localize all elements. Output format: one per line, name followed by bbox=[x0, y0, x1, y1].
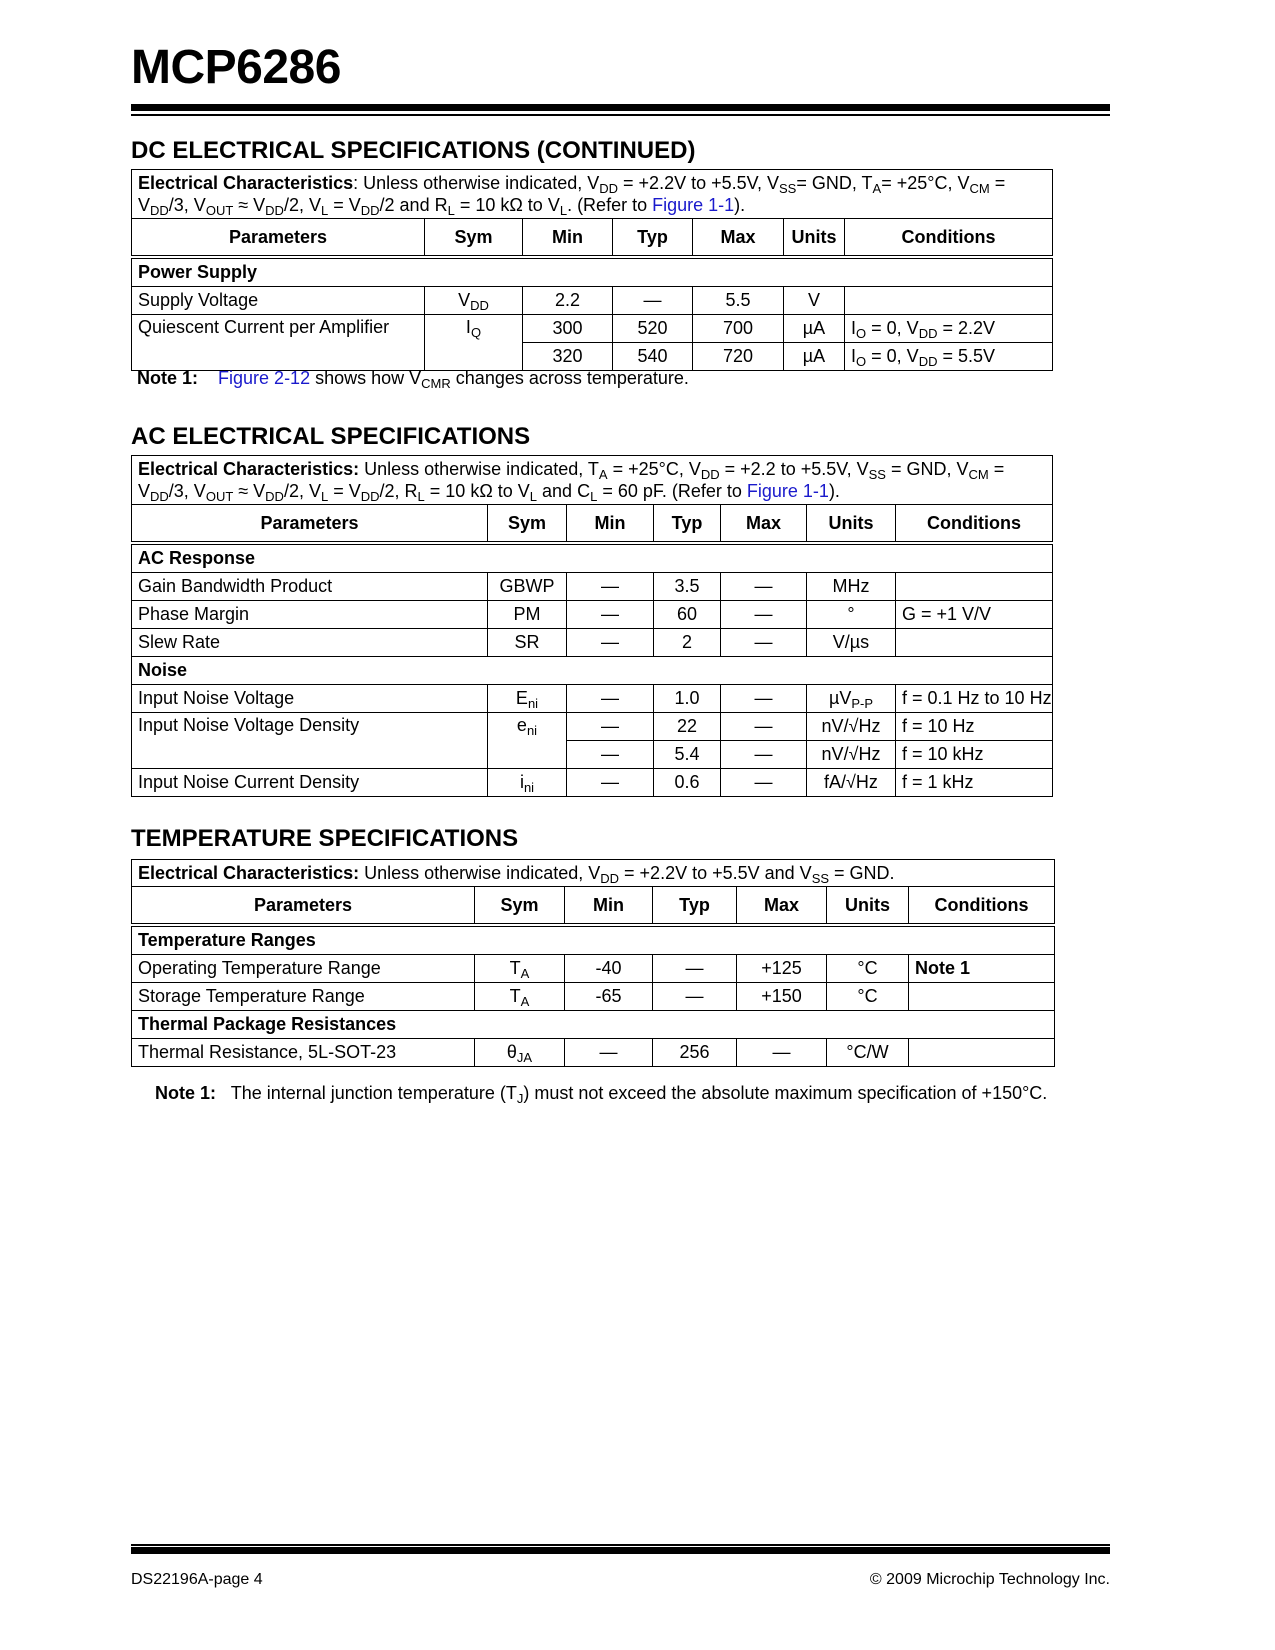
col-header-units: Units bbox=[827, 887, 909, 926]
col-header-conditions: Conditions bbox=[845, 219, 1053, 258]
col-header-min: Min bbox=[565, 887, 653, 926]
footer-rule-thin bbox=[131, 1544, 1110, 1546]
ac-spec-table bbox=[131, 455, 1053, 797]
table-row: 320 540 720 µA $I_O = 0$, $V_{DD} = 5.5V$ bbox=[132, 343, 1053, 371]
col-header-units: Units bbox=[807, 505, 896, 544]
col-header-typ: Typ bbox=[654, 505, 721, 544]
col-header-parameters: Parameters bbox=[132, 219, 425, 258]
group-ac-response: AC Response bbox=[132, 543, 1053, 573]
table-row: Quiescent Current per Amplifier $I_Q$ 300 520 700 µA $I_O = 0$, $V_{DD} = 2.2V$ bbox=[132, 315, 1053, 343]
condition-cell: $I_O = 0$, $V_{DD} = 2.2V$ bbox=[845, 315, 1053, 343]
col-header-max: Max bbox=[721, 505, 807, 544]
footer-page-number: DS22196A-page 4 bbox=[131, 1571, 263, 1588]
ac-section-title: AC ELECTRICAL SPECIFICATIONS bbox=[131, 423, 531, 450]
temp-note: Note 1: The internal junction temperature $(T_J)$ must not exceed the absolute maximum specification of +150°C. bbox=[155, 1083, 1048, 1106]
col-header-units: Units bbox=[784, 219, 845, 258]
group-power-supply: Power Supply bbox=[132, 257, 1053, 287]
document-title: MCP6286 bbox=[131, 41, 341, 94]
table-row: Gain Bandwidth Product GBWP — 3.5 — MHz bbox=[132, 573, 1053, 601]
col-header-typ: Typ bbox=[653, 887, 737, 926]
col-header-min: Min bbox=[567, 505, 654, 544]
temp-section-title: TEMPERATURE SPECIFICATIONS bbox=[131, 825, 519, 852]
ac-electrical-characteristics: Electrical Characteristics: Unless otherwise indicated, $T_A = +25^\circ C$, $V_{DD} = +2.2$ to +5.5V, $V_{SS}$ = GND, $V_{CM} = V_{DD}/3$, $V_{OUT} \approx V_{DD}/2$, $V_L = V_{DD}/2$, $R_L = 10$ kΩ to $V_L$ and $C_L = 60$ pF. (Refer to Figure 1-1). bbox=[132, 456, 1053, 505]
table-row: Thermal Resistance, 5L-SOT-23 $\theta_{JA}$ — 256 — °C/W bbox=[132, 1039, 1055, 1067]
table-row: Storage Temperature Range $T_A$ -65 — +150 °C bbox=[132, 983, 1055, 1011]
col-header-conditions: Conditions bbox=[896, 505, 1053, 544]
col-header-sym: Sym bbox=[475, 887, 565, 926]
table-row: Slew Rate SR — 2 — V/µs bbox=[132, 629, 1053, 657]
dc-spec-table bbox=[131, 169, 1053, 371]
footer-copyright: © 2009 Microchip Technology Inc. bbox=[869, 1571, 1110, 1588]
group-thermal-package-resistances: Thermal Package Resistances bbox=[132, 1011, 1055, 1039]
group-temperature-ranges: Temperature Ranges bbox=[132, 925, 1055, 955]
group-noise: Noise bbox=[132, 657, 1053, 685]
dc-note: Note 1: Figure 2-12 shows how $V_{CMR}$ changes across temperature. bbox=[137, 368, 689, 391]
col-header-parameters: Parameters bbox=[132, 887, 475, 926]
temp-spec-table bbox=[131, 859, 1055, 1067]
col-header-conditions: Conditions bbox=[909, 887, 1055, 926]
table-row: Input Noise Voltage $E_{ni}$ — 1.0 — µV$_{P-P}$ f = 0.1 Hz to 10 Hz bbox=[132, 685, 1053, 713]
table-row: Input Noise Voltage Density $e_{ni}$ — 22 — nV/√Hz f = 10 Hz bbox=[132, 713, 1053, 741]
table-row: Supply Voltage $V_{DD}$ 2.2 — 5.5 V bbox=[132, 287, 1053, 315]
col-header-max: Max bbox=[693, 219, 784, 258]
col-header-sym: Sym bbox=[425, 219, 523, 258]
table-row: — 5.4 — nV/√Hz f = 10 kHz bbox=[132, 741, 1053, 769]
header-rule-thin bbox=[131, 114, 1110, 116]
figure-1-1-link[interactable]: Figure 1-1 bbox=[746, 481, 829, 501]
col-header-sym: Sym bbox=[488, 505, 567, 544]
dc-electrical-characteristics: Electrical Characteristics: Unless otherwise indicated, $V_{DD} = +2.2V$ to +5.5V, $V_{SS}=$ GND, $T_A= +25^\circ C$, $V_{CM} = V_{DD}/3$, $V_{OUT} \approx V_{DD}/2$, $V_L = V_{DD}/2$ and $R_L = 10$ kΩ to $V_L$. (Refer to Figure 1-1). bbox=[132, 170, 1053, 219]
footer-rule bbox=[131, 1547, 1110, 1554]
col-header-typ: Typ bbox=[613, 219, 693, 258]
header-rule bbox=[131, 104, 1110, 111]
col-header-parameters: Parameters bbox=[132, 505, 488, 544]
table-row: Input Noise Current Density $i_{ni}$ — 0.6 — fA/√Hz f = 1 kHz bbox=[132, 769, 1053, 797]
figure-2-12-link[interactable]: Figure 2-12 bbox=[218, 368, 311, 388]
temp-electrical-characteristics: Electrical Characteristics: Unless otherwise indicated, $V_{DD} = +2.2V$ to +5.5V and $V_{SS}$ = GND. bbox=[132, 860, 1055, 887]
dc-section-title: DC ELECTRICAL SPECIFICATIONS (CONTINUED) bbox=[131, 137, 696, 164]
table-row: Phase Margin PM — 60 — ° G = +1 V/V bbox=[132, 601, 1053, 629]
col-header-max: Max bbox=[737, 887, 827, 926]
col-header-min: Min bbox=[523, 219, 613, 258]
figure-1-1-link[interactable]: Figure 1-1 bbox=[652, 195, 735, 215]
condition-cell: $I_O = 0$, $V_{DD} = 5.5V$ bbox=[845, 343, 1053, 371]
table-row: Operating Temperature Range $T_A$ -40 — +125 °C Note 1 bbox=[132, 955, 1055, 983]
